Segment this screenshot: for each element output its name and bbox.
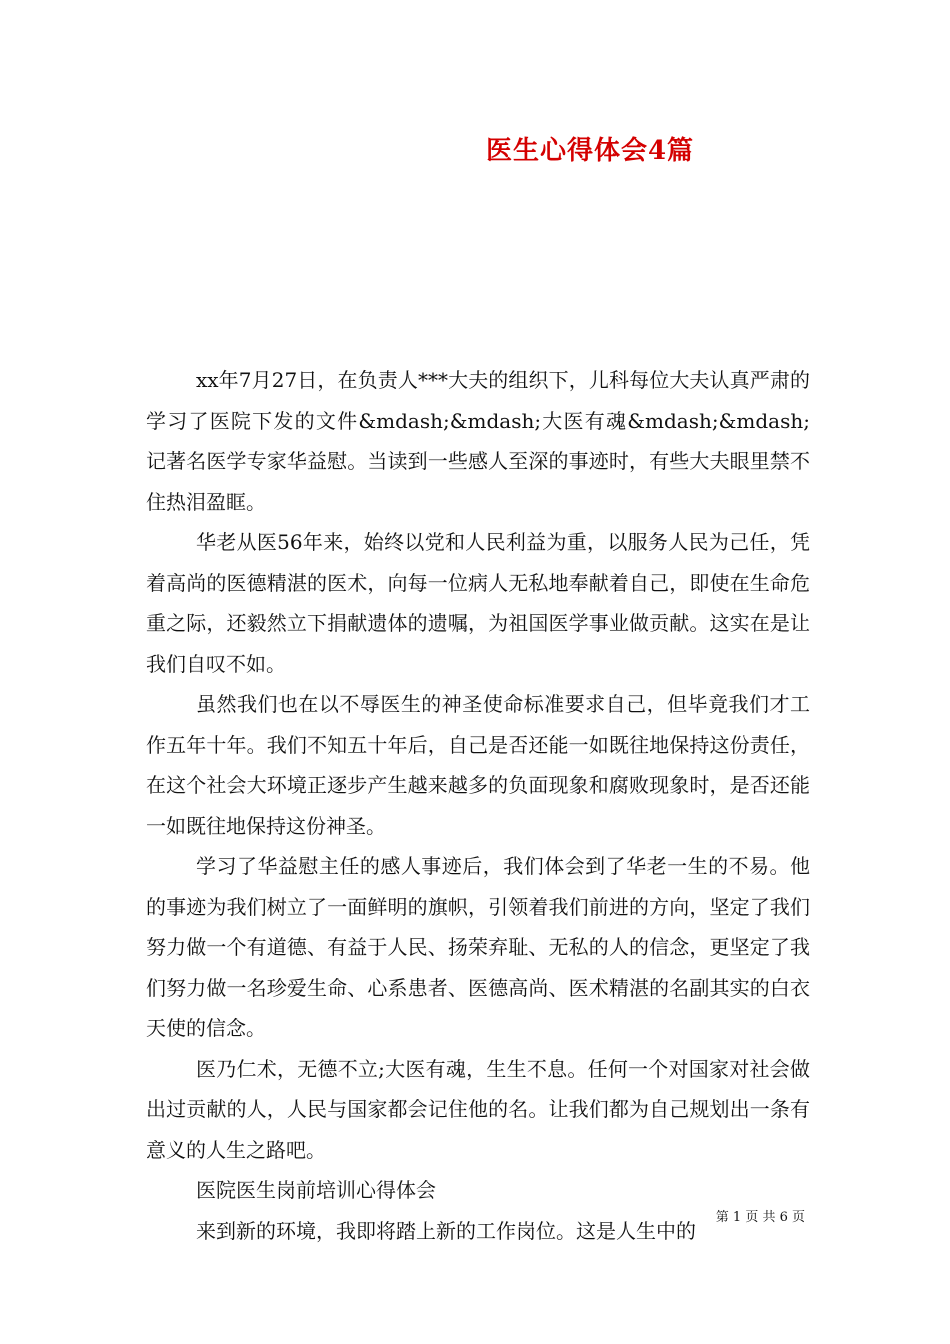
page-number: 第 1 页 共 6 页 [715,1210,805,1225]
paragraph-1: xx年7月27日，在负责人***大夫的组织下，儿科每位大夫认真严肃的学习了医院下发的文件&mdash;&mdash;大医有魂&mdash;&mdash;记著名医学专家华益慰。当读到一些感人至深的事迹时，有些大夫眼里禁不住热泪盈眶。 [146,368,810,514]
paragraph-5: 医乃仁术，无德不立;大医有魂，生生不息。任何一个对国家对社会做出过贡献的人，人民与国家都会记住他的名。让我们都为自己规划出一条有意义的人生之路吧。 [146,1056,810,1162]
paragraph-3: 虽然我们也在以不辱医生的神圣使命标准要求自己，但毕竟我们才工作五年十年。我们不知五十年后，自己是否还能一如既往地保持这份责任，在这个社会大环境正逐步产生越来越多的负面现象和腐败现象时，是否还能一如既往地保持这份神圣。 [146,692,810,838]
paragraph-6: 来到新的环境，我即将踏上新的工作岗位。这是人生中的 [196,1218,696,1243]
paragraph-4: 学习了华益慰主任的感人事迹后，我们体会到了华老一生的不易。他的事迹为我们树立了一面鲜明的旗帜，引领着我们前进的方向，坚定了我们努力做一个有道德、有益于人民、扬荣弃耻、无私的人的信念，更坚定了我们努力做一名珍爱生命、心系患者、医德高尚、医术精湛的名副其实的白衣天使的信念。 [146,854,810,1040]
paragraph-2: 华老从医56年来，始终以党和人民利益为重，以服务人民为己任，凭着高尚的医德精湛的医术，向每一位病人无私地奉献着自己，即使在生命危重之际，还毅然立下捐献遗体的遗嘱，为祖国医学事业做贡献。这实在是让我们自叹不如。 [146,530,810,676]
document-body [146,360,810,1251]
document-title: 医生心得体会4篇 [485,136,695,166]
section-heading: 医院医生岗前培训心得体会 [196,1178,436,1202]
